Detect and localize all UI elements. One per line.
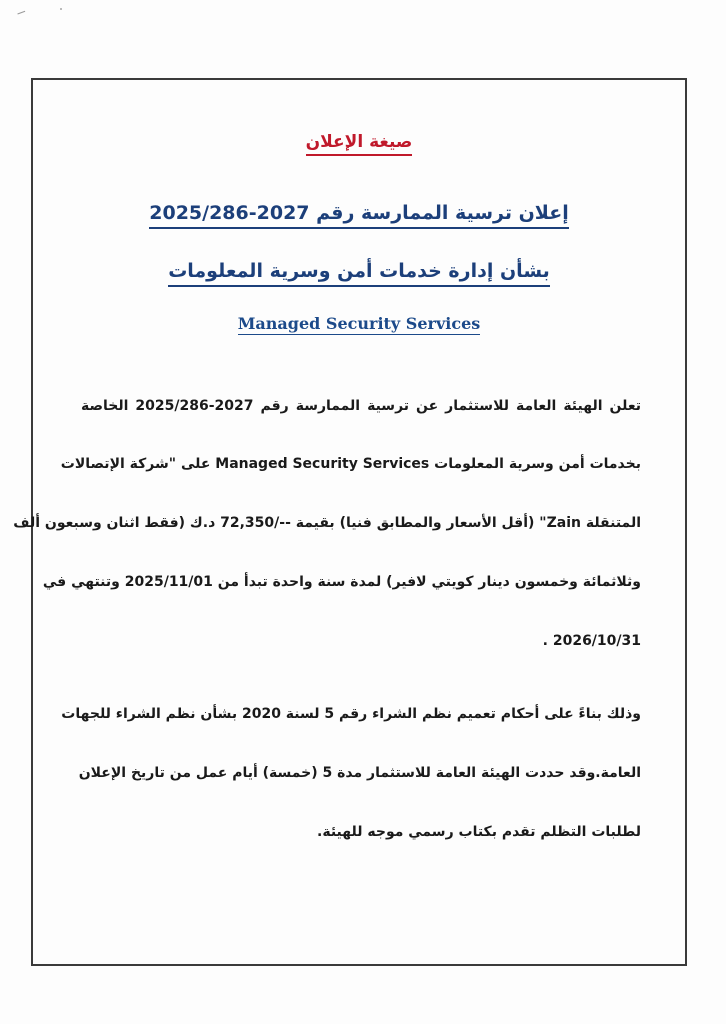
paragraph2-line2: العامة.وقد حددت الهيئة العامة للاستثمار مدة 5 (خمسة) أيام عمل من تاريخ الإعلان (78, 765, 641, 781)
paragraph2-line3: لطلبات التظلم تقدم بكتاب رسمي موجه للهيئة. (317, 824, 641, 840)
paragraph1-line2: بخدمات أمن وسرية المعلومات Managed Security Services على "شركة الإتصالات (60, 456, 641, 472)
document-frame (13, 78, 687, 966)
subject-title-text: بشأن إدارة خدمات أمن وسرية المعلومات (168, 260, 550, 287)
award-title-text: إعلان ترسية الممارسة رقم 2027-2025/286 (149, 202, 568, 229)
award-title (33, 202, 685, 224)
paragraph1-line3: المتنقلة Zain" (أقل الأسعار والمطابق فنيا) بقيمة --/72,350 د.ك (فقط اثنان وسبعون ألف (13, 515, 641, 531)
paragraph1-line4: وثلاثمائة وخمسون دينار كويتي لافير) لمدة سنة واحدة تبدأ من 2025/11/01 وتنتهي في (42, 574, 641, 590)
scan-dot (60, 8, 62, 10)
announcement-heading (33, 132, 685, 152)
scan-mark (17, 11, 26, 18)
subject-title (33, 260, 685, 282)
english-title (33, 314, 685, 333)
paragraph2-line1: وذلك بناءً على أحكام تعميم نظم الشراء رقم 5 لسنة 2020 بشأن نظم الشراء للجهات (61, 706, 641, 722)
english-title-text: Managed Security Services (237, 314, 481, 333)
announcement-heading-text: صيغة الإعلان (306, 132, 413, 156)
paragraph1-line5: 2026/10/31 . (542, 633, 641, 649)
paragraph1-line1: تعلن الهيئة العامة للاستثمار عن ترسية الممارسة رقم 2027-2025/286 الخاصة (81, 398, 641, 414)
